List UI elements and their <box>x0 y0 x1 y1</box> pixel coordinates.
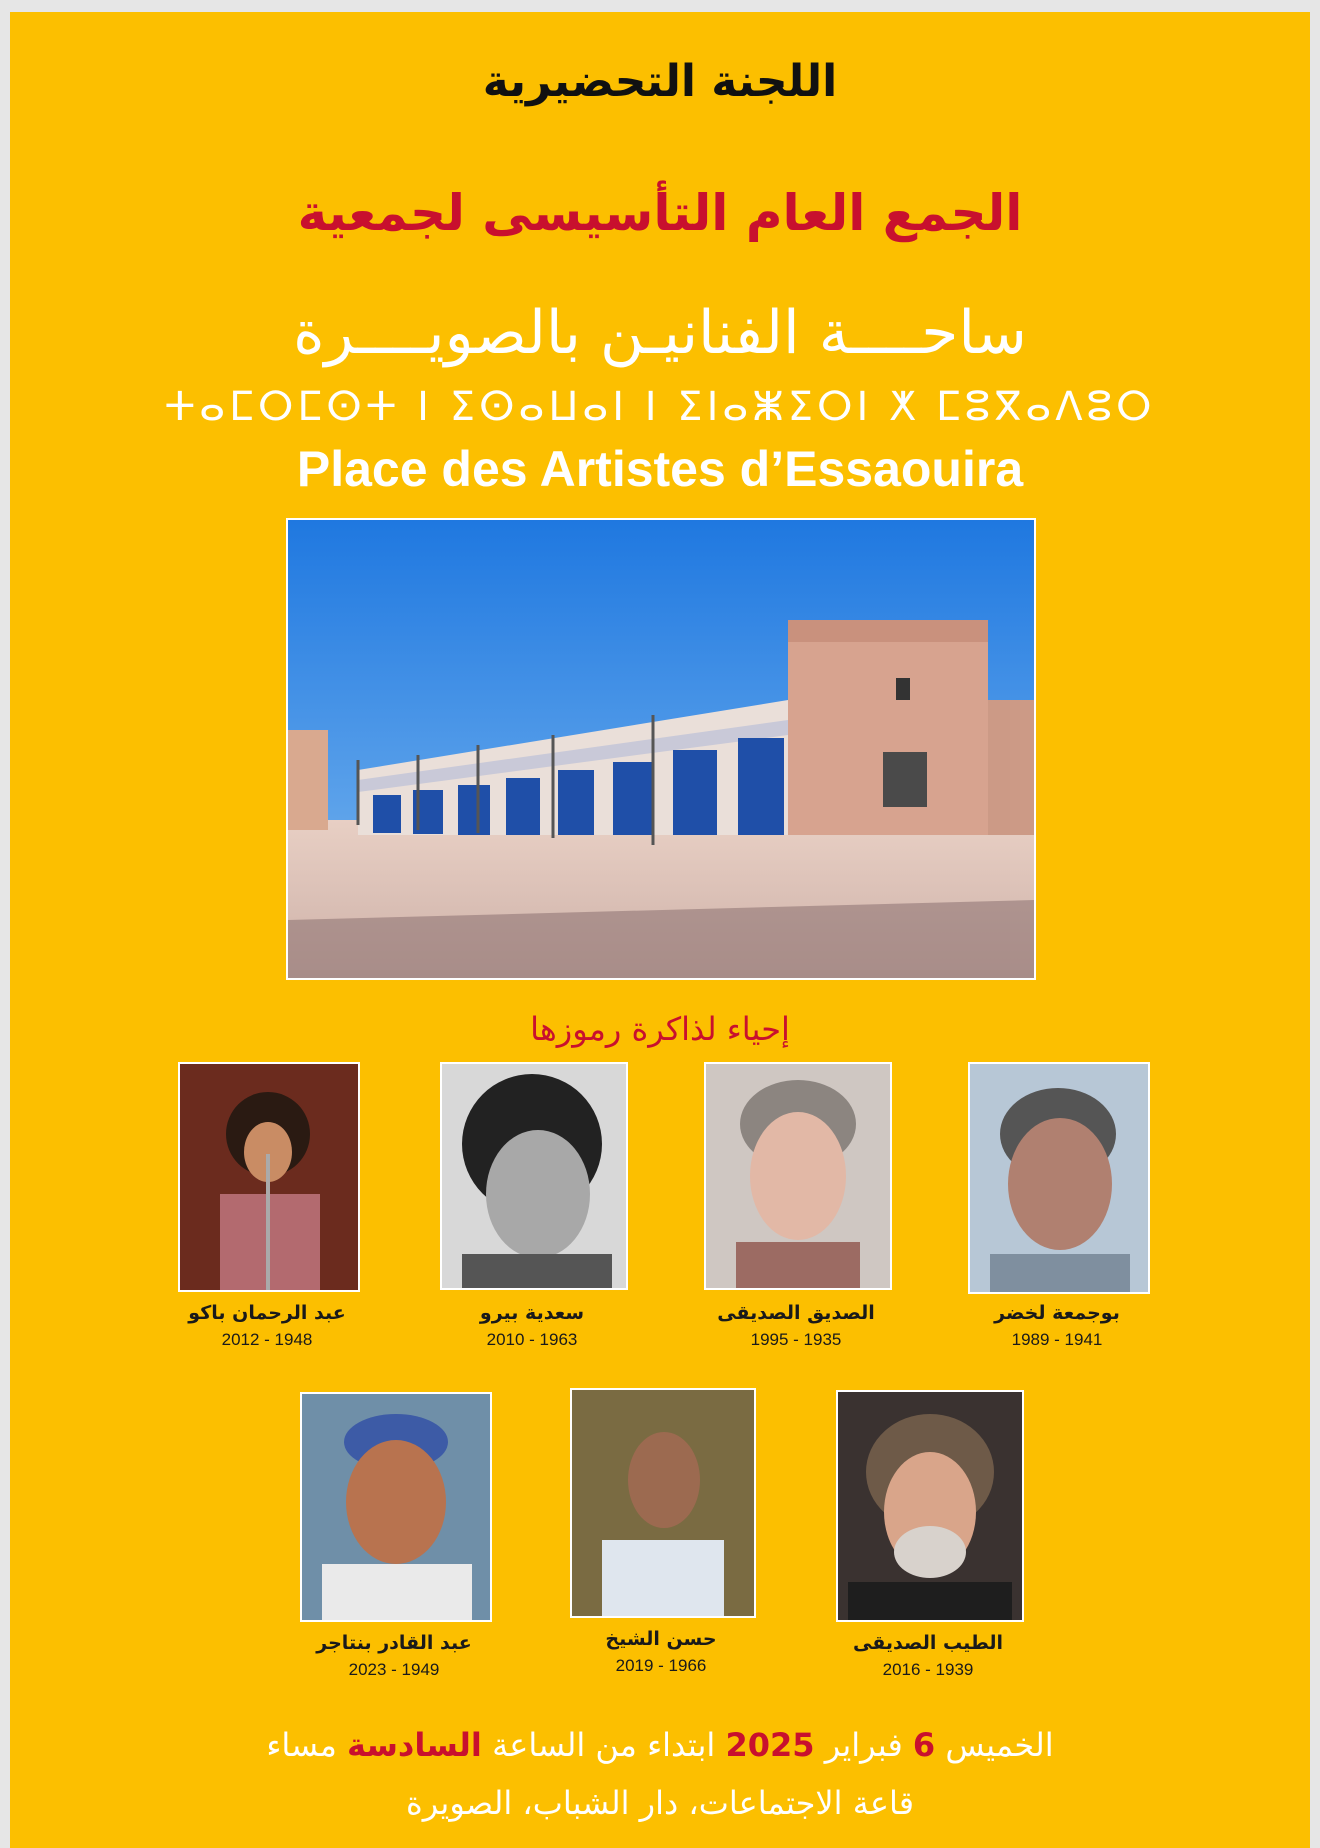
portrait-woman-icon <box>442 1064 626 1288</box>
artist-name: سعدية بيرو <box>479 1302 585 1324</box>
artist-name: الصديق الصديقى <box>717 1302 875 1324</box>
artist-years: 1989 - 1941 <box>1011 1330 1103 1349</box>
portrait-photo <box>570 1388 756 1618</box>
association-name-french: Place des Artistes d’Essaouira <box>296 441 1024 497</box>
association-name-arabic: ساحــــة الفنانيـن بالصويــــرة <box>293 298 1027 368</box>
association-name-tifinagh: ⵜⴰⵎⵔⵎⵙⵜ ⵏ ⵉⵙⴰⵡⴰⵏ ⵏ ⵉⵏⴰⵥⵉⵔⵏ ⵅ ⵎⵓⴳⴰⴷⵓⵔ <box>164 384 1156 430</box>
event-venue: قاعة الاجتماعات، دار الشباب، الصويرة <box>406 1784 914 1822</box>
portrait-guitarist-icon <box>180 1064 358 1290</box>
event-month: فبراير <box>824 1726 903 1764</box>
portrait-photo <box>968 1062 1150 1294</box>
artist-years: 2012 - 1948 <box>221 1330 313 1349</box>
committee-title: اللجنة التحضيرية <box>482 56 838 107</box>
event-day: الخميس <box>945 1726 1054 1764</box>
portrait-photo <box>440 1062 628 1290</box>
portrait-man-icon <box>970 1064 1148 1292</box>
event-hour: السادسة <box>347 1726 482 1764</box>
portrait-photo <box>704 1062 892 1290</box>
poster <box>10 12 1310 1848</box>
event-day-number: 6 <box>912 1726 936 1764</box>
artist-name: الطيب الصديقى <box>852 1632 1003 1654</box>
event-evening: مساء <box>266 1726 337 1764</box>
artist-years: 2023 - 1949 <box>348 1660 440 1679</box>
portrait-painter-icon <box>572 1390 754 1616</box>
artist-name: بوجمعة لخضر <box>994 1302 1120 1324</box>
event-from-hour: ابتداء من الساعة <box>492 1726 716 1764</box>
artist-years: 2010 - 1963 <box>486 1330 578 1349</box>
portrait-photo <box>178 1062 360 1292</box>
portrait-photo <box>300 1392 492 1622</box>
section-title: إحياء لذاكرة رموزها <box>530 1010 790 1048</box>
square-photo <box>286 518 1036 980</box>
portrait-bearded-man-icon <box>838 1392 1022 1620</box>
assembly-title: الجمع العام التأسيسى لجمعية <box>297 184 1023 242</box>
artist-years: 1995 - 1935 <box>750 1330 842 1349</box>
artist-name: حسن الشيخ <box>605 1628 717 1650</box>
artist-name: عبد الرحمان باكو <box>188 1302 346 1324</box>
artist-years: 2016 - 1939 <box>882 1660 974 1679</box>
portrait-photo <box>836 1390 1024 1622</box>
portrait-man-icon <box>706 1064 890 1288</box>
portrait-man-cap-icon <box>302 1394 490 1620</box>
event-year: 2025 <box>725 1726 815 1764</box>
artist-years: 2019 - 1966 <box>615 1656 707 1675</box>
event-date-line <box>10 1726 1310 1764</box>
artist-name: عبد القادر بنتاجر <box>316 1632 472 1654</box>
